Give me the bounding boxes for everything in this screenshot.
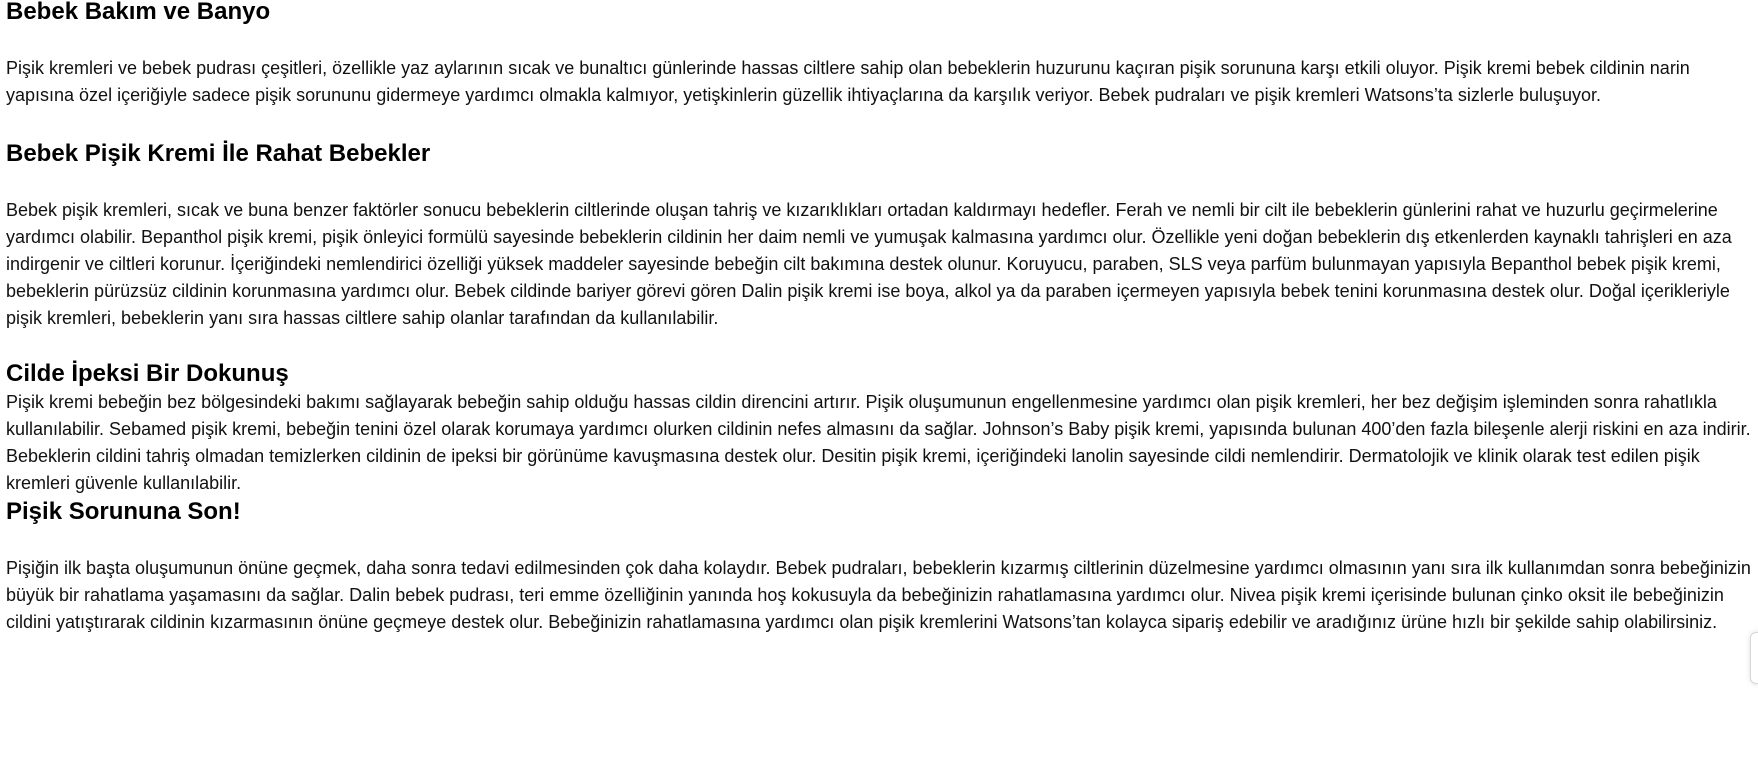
section-body-bebek-bakim: Pişik kremleri ve bebek pudrası çeşitleri, özellikle yaz aylarının sıcak ve bunaltıcı günlerinde hassas ciltlere sahip olan bebeklerin huzurunu kaçıran pişik sorununa karşı etkili oluyor. Pişik kremi bebek cildinin narin yapısına özel içeriğiyle sadece pişik sorununu gidermeye yardımcı olmakla kalmıyor, yetişkinlerin güzellik ihtiyaçlarına da karşılık veriyor. Bebek pudraları ve pişik kremleri Watsons’ta sizlerle buluşuyor. (6, 58, 1690, 105)
section-title-cilde-ipeksi: Cilde İpeksi Bir Dokunuş (6, 360, 289, 387)
section-body-pisik-sorununa-son: Pişiğin ilk başta oluşumunun önüne geçmek, daha sonra tedavi edilmesinden çok daha kolaydır. Bebek pudraları, bebeklerin kızarmış ciltlerinin düzelmesine yardımcı olmasının yanı sıra ilk kullanımdan sonra bebeğinizin büyük bir rahatlama yaşamasını da sağlar. Dalin bebek pudrası, teri emme özelliğinin yanında hoş kokusuyla da bebeğinizin rahatlamasına yardımcı olur. Nivea pişik kremi içerisinde bulunan çinko oksit ile bebeğinizin cildini yatıştırarak cildinin kızarmasının önüne geçmeye destek olur. Bebeğinizin rahatlamasına yardımcı olan pişik kremlerini Watsons’tan kolayca sipariş edebilir ve aradığınız ürüne hızlı bir şekilde sahip olabilirsiniz. (6, 558, 1751, 632)
section-body-pisik-kremi: Bebek pişik kremleri, sıcak ve buna benzer faktörler sonucu bebeklerin ciltlerinde oluşan tahriş ve kızarıklıkları ortadan kaldırmayı hedefler. Ferah ve nemli bir cilt ile bebeklerin günlerini rahat ve huzurlu geçirmelerine yardımcı olabilir. Bepanthol pişik kremi, pişik önleyici formülü sayesinde bebeklerin cildinin her daim nemli ve yumuşak kalmasına yardımcı olur. Özellikle yeni doğan bebeklerin dış etkenlerden kaynaklı tahrişleri en aza indirgenir ve ciltleri korunur. İçeriğindeki nemlendirici özelliği yüksek maddeler sayesinde bebeğin cilt bakımına destek olunur. Koruyucu, paraben, SLS veya parfüm bulunmayan yapısıyla Bepanthol bebek pişik kremi, bebeklerin pürüzsüz cildinin korunmasına yardımcı olur. Bebek cildinde bariyer görevi gören Dalin pişik kremi ise boya, alkol ya da paraben içermeyen yapısıyla bebek tenini korunmasına destek olur. Doğal içerikleriyle pişik kremleri, bebeklerin yanı sıra hassas ciltlere sahip olanlar tarafından da kullanılabilir. (6, 200, 1732, 328)
spacer (6, 527, 1754, 555)
spacer (6, 109, 1754, 139)
floating-side-tab[interactable] (1750, 632, 1758, 684)
spacer (6, 332, 1754, 359)
section-body-cilde-ipeksi: Pişik kremi bebeğin bez bölgesindeki bakımı sağlayarak bebeğin sahip olduğu hassas cildin direncini artırır. Pişik oluşumunun engellenmesine yardımcı olan pişik kremleri, her bez değişim işleminden sonra rahatlıkla kullanılabilir. Sebamed pişik kremi, bebeğin tenini özel olarak korumaya yardımcı olurken cildinin nefes almasını da sağlar. Johnson’s Baby pişik kremi, yapısında bulunan 400’den fazla bileşenle alerji riskini en aza indirir. Bebeklerin cildini tahriş olmadan temizlerken cildinin de ipeksi bir görünüme kavuşmasına destek olur. Desitin pişik kremi, içeriğindeki lanolin sayesinde cildi nemlendirir. Dermatolojik ve klinik olarak test edilen pişik kremleri güvenle kullanılabilir. (6, 392, 1751, 493)
section-title-bebek-bakim: Bebek Bakım ve Banyo (6, 0, 271, 25)
section-title-pisik-sorununa-son: Pişik Sorununa Son! (6, 498, 241, 525)
seo-content-block (6, 0, 1754, 636)
section-title-pisik-kremi: Bebek Pişik Kremi İle Rahat Bebekler (6, 140, 431, 167)
spacer (6, 27, 1754, 55)
spacer (6, 169, 1754, 197)
